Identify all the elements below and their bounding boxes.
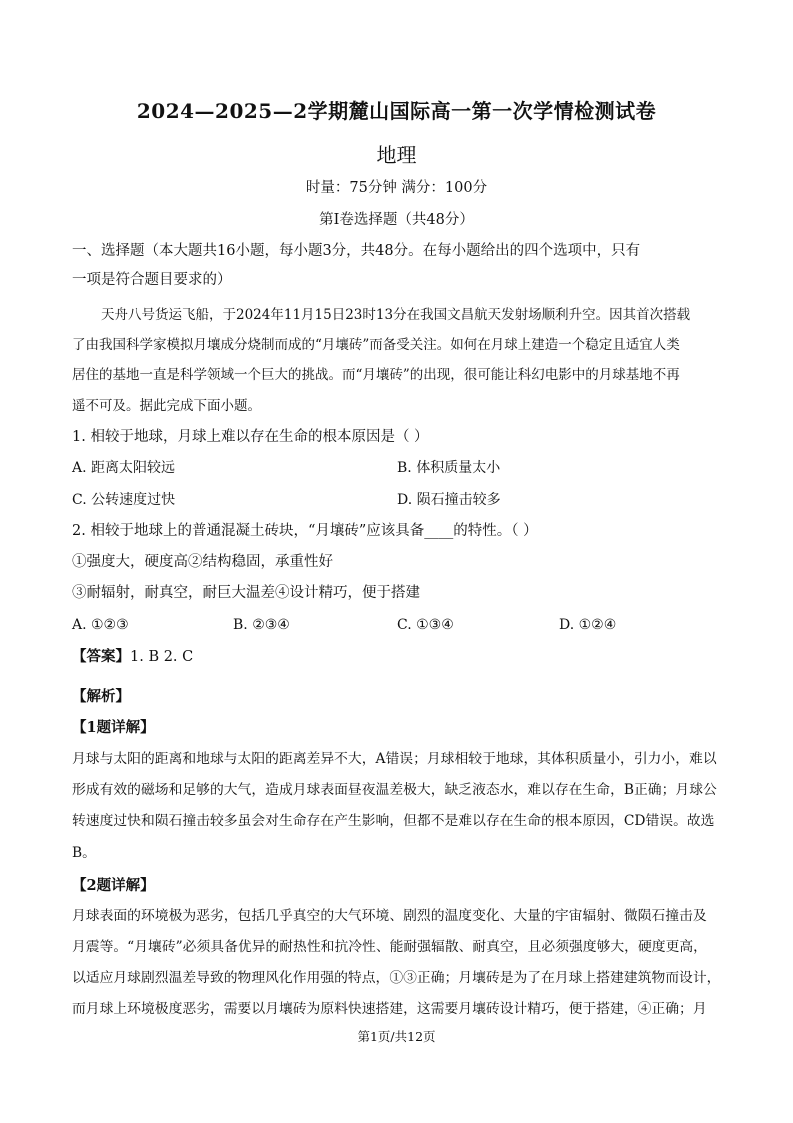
question-1-option-b: B. 体积质量太小 xyxy=(397,460,501,476)
detail-2-tag: 【2题详解】 xyxy=(72,877,155,894)
question-2-option-b: B. ②③④ xyxy=(233,617,290,633)
question-1-stem: 1. 相较于地球，月球上难以存在生命的根本原因是（ ） xyxy=(72,429,429,445)
question-2-stem: 2. 相较于地球上的普通混凝土砖块，“月壤砖”应该具备____的特性。（ ） xyxy=(72,523,538,539)
question-2-statement-2: ③耐辐射，耐真空，耐巨大温差④设计精巧，便于搭建 xyxy=(72,585,420,601)
detail-2-line-2: 月震等。“月壤砖”必须具备优异的耐热性和抗冷性、能耐强辐散、耐真空，且必须强度够大，硬度更高， xyxy=(72,939,707,955)
question-2-option-a: A. ①②③ xyxy=(72,617,129,633)
detail-1-line-3: 转速度过快和陨石撞击较多虽会对生命存在产生影响，但都不是难以存在生命的根本原因，CD错误。故选 xyxy=(72,813,715,829)
detail-1-line-4: B。 xyxy=(72,845,96,861)
instructions-line-2: 一项是符合题目要求的） xyxy=(72,272,232,288)
question-2-option-c: C. ①③④ xyxy=(397,617,454,633)
answer-line xyxy=(72,647,193,667)
exam-title: 2024—2025—2学期麓山国际高一第一次学情检测试卷 xyxy=(136,99,657,123)
question-1-option-c: C. 公转速度过快 xyxy=(72,492,176,508)
detail-2-line-3: 以适应月球剧烈温差导致的物理风化作用强的特点，①③正确；月壤砖是为了在月球上搭建建筑物而设计， xyxy=(72,970,721,986)
answer-text: 1. B 2. C xyxy=(130,649,194,665)
question-2-statement-1: ①强度大，硬度高②结构稳固，承重性好 xyxy=(72,554,333,570)
detail-1-line-2: 形成有效的磁场和足够的大气，造成月球表面昼夜温差极大，缺乏液态水，难以存在生命，B正确；月球公 xyxy=(72,782,717,798)
exam-meta: 时量：75分钟 满分：100分 xyxy=(305,180,488,196)
detail-2-line-4: 而月球上环境极度恶劣，需要以月壤砖为原料快速搭建，这需要月壤砖设计精巧，便于搭建，④正确；月 xyxy=(72,1001,707,1017)
passage-line-2: 了由我国科学家模拟月壤成分烧制而成的“月壤砖”而备受关注。如何在月球上建造一个稳定且适宜人类 xyxy=(72,337,680,353)
analysis-tag: 【解析】 xyxy=(72,688,130,705)
passage-line-3: 居住的基地一直是科学领域一个巨大的挑战。而“月壤砖”的出现，很可能让科幻电影中的月球基地不再 xyxy=(72,367,680,383)
instructions-line-1: 一、选择题（本大题共16小题，每小题3分，共48分。在每小题给出的四个选项中，只有 xyxy=(72,243,641,259)
section-heading: 第Ⅰ卷选择题（共48分） xyxy=(319,212,474,228)
answer-tag: 【答案】 xyxy=(72,648,130,665)
detail-1-tag: 【1题详解】 xyxy=(72,719,155,736)
question-1-option-a: A. 距离太阳较远 xyxy=(72,460,176,476)
passage-line-4: 遥不可及。据此完成下面小题。 xyxy=(72,398,261,414)
detail-1-line-1: 月球与太阳的距离和地球与太阳的距离差异不大，A错误；月球相较于地球，其体积质量小，引力小，难以 xyxy=(72,751,717,767)
question-1-option-d: D. 陨石撞击较多 xyxy=(397,492,501,508)
question-2-option-d: D. ①②④ xyxy=(559,617,617,633)
subject-heading: 地理 xyxy=(376,143,417,167)
passage-line-1: 天舟八号货运飞船，于2024年11月15日23时13分在我国文昌航天发射场顺利升空。因其首次搭载 xyxy=(101,307,691,323)
detail-2-line-1: 月球表面的环境极为恶劣，包括几乎真空的大气环境、剧烈的温度变化、大量的宇宙辐射、微陨石撞击及 xyxy=(72,908,707,924)
page-footer: 第1页/共12页 xyxy=(357,1029,436,1044)
